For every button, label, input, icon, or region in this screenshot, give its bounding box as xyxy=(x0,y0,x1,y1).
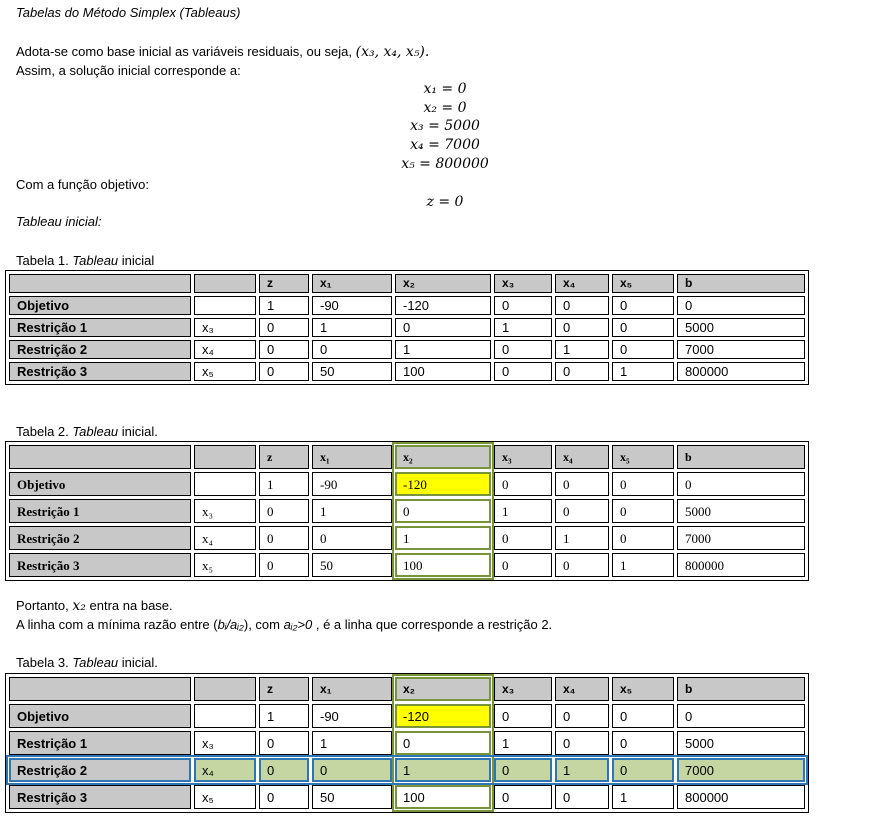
ratio-prefix: A linha com a mínima razão entre ( xyxy=(16,617,218,632)
header-blank-cell xyxy=(194,274,256,293)
table-cell: 1 xyxy=(312,499,392,523)
table-cell: 0 xyxy=(555,362,609,381)
table-cell: 1 xyxy=(612,362,674,381)
basis-variable: x₅ xyxy=(194,785,256,809)
table-cell: 0 xyxy=(677,296,805,315)
table-cell: 0 xyxy=(494,553,552,577)
table-cell: 0 xyxy=(555,704,609,728)
column-header-1: z xyxy=(259,677,309,701)
column-header-1: z xyxy=(259,445,309,469)
row-label: Restrição 3 xyxy=(9,362,191,381)
header-blank-cell xyxy=(9,274,191,293)
caption-prefix: Tabela 3. xyxy=(16,655,73,670)
page-heading: Tabelas do Método Simplex (Tableaus) xyxy=(16,5,241,20)
table-cell: 0 xyxy=(259,318,309,337)
table-cell: 0 xyxy=(612,758,674,782)
column-header-3: x₂ xyxy=(395,274,491,293)
column-header-7: b xyxy=(677,274,805,293)
caption-prefix: Tabela 2. xyxy=(16,424,73,439)
table-cell: 0 xyxy=(395,731,491,755)
entering-var: x₂ xyxy=(72,598,86,614)
basis-variable: x₄ xyxy=(194,526,256,550)
caption-italic: Tableau xyxy=(72,655,119,670)
caption-suffix: inicial. xyxy=(118,424,158,439)
column-header-3: x₂ xyxy=(395,445,491,469)
caption-prefix: Tabela 1. xyxy=(16,253,73,268)
table1-caption xyxy=(16,253,154,268)
objective-intro: Com a função objetivo: xyxy=(16,177,149,192)
solution-x2: x₂ = 0 xyxy=(423,100,467,116)
table-cell: 50 xyxy=(312,362,392,381)
solution-x1: x₁ = 0 xyxy=(423,81,467,97)
entering-prefix: Portanto, xyxy=(16,598,69,613)
tableau-label: Tableau inicial: xyxy=(16,214,102,229)
entering-suffix: entra na base. xyxy=(85,598,173,613)
table-cell: 800000 xyxy=(677,553,805,577)
header-row xyxy=(9,445,805,469)
table-cell: -90 xyxy=(312,296,392,315)
table-cell: 0 xyxy=(612,526,674,550)
column-header-2: x₁ xyxy=(312,677,392,701)
column-header-1: z xyxy=(259,274,309,293)
table-cell: 1 xyxy=(555,758,609,782)
table-cell: 0 xyxy=(494,785,552,809)
solution-x4: x₄ = 7000 xyxy=(410,137,480,153)
table1 xyxy=(5,270,809,385)
column-header-5: x₄ xyxy=(555,677,609,701)
table-cell: 1 xyxy=(555,526,609,550)
table-row xyxy=(9,553,805,577)
table-cell: 0 xyxy=(312,526,392,550)
row-label: Restrição 1 xyxy=(9,731,191,755)
column-header-4: x₃ xyxy=(494,445,552,469)
table-cell: 7000 xyxy=(677,758,805,782)
column-header-7: b xyxy=(677,677,805,701)
table-cell: -120 xyxy=(395,704,491,728)
table-cell: 0 xyxy=(494,296,552,315)
caption-italic: Tableau xyxy=(72,424,119,439)
table-cell: 0 xyxy=(259,499,309,523)
table-row xyxy=(9,499,805,523)
solution-x3: x₃ = 5000 xyxy=(410,118,480,134)
basis-variable: x₅ xyxy=(194,553,256,577)
table-cell: 1 xyxy=(612,553,674,577)
table-row xyxy=(9,472,805,496)
column-header-7: b xyxy=(677,445,805,469)
table-row xyxy=(9,362,805,381)
basis-variable xyxy=(194,472,256,496)
row-label: Restrição 2 xyxy=(9,758,191,782)
table-cell: 0 xyxy=(259,785,309,809)
table-cell: 0 xyxy=(494,340,552,359)
caption-suffix: inicial. xyxy=(118,655,158,670)
row-label: Restrição 3 xyxy=(9,553,191,577)
table-row xyxy=(9,526,805,550)
table-cell: 0 xyxy=(555,318,609,337)
intro-basis-math: (x₃, x₄, x₅). xyxy=(355,44,430,60)
table-cell: 0 xyxy=(312,758,392,782)
table-cell: 0 xyxy=(555,731,609,755)
table-cell: 0 xyxy=(395,318,491,337)
table-cell: 800000 xyxy=(677,362,805,381)
caption-suffix: inicial xyxy=(118,253,155,268)
table-cell: 1 xyxy=(312,318,392,337)
table-cell: 0 xyxy=(555,553,609,577)
table-cell: 0 xyxy=(612,731,674,755)
table-cell: 1 xyxy=(395,758,491,782)
header-row xyxy=(9,274,805,293)
table-cell: 0 xyxy=(612,704,674,728)
ratio-sentence xyxy=(16,617,552,632)
table-cell: 7000 xyxy=(677,526,805,550)
table-cell: 0 xyxy=(259,526,309,550)
table-cell: 0 xyxy=(677,472,805,496)
header-blank-cell xyxy=(194,677,256,701)
table-cell: 5000 xyxy=(677,318,805,337)
table-row xyxy=(9,785,805,809)
column-header-5: x₄ xyxy=(555,274,609,293)
table-cell: 1 xyxy=(259,704,309,728)
table-cell: 0 xyxy=(612,472,674,496)
header-blank-cell xyxy=(194,445,256,469)
table-cell: 1 xyxy=(612,785,674,809)
table-row xyxy=(9,758,805,782)
table-cell: 0 xyxy=(259,340,309,359)
table-cell: -90 xyxy=(312,472,392,496)
table-cell: 1 xyxy=(312,731,392,755)
table-cell: 0 xyxy=(494,704,552,728)
intro-text: Adota-se como base inicial as variáveis residuais, ou seja, xyxy=(16,44,353,59)
table-cell: 5000 xyxy=(677,731,805,755)
header-blank-cell xyxy=(9,677,191,701)
header-row xyxy=(9,677,805,701)
table-cell: 1 xyxy=(259,296,309,315)
table-cell: 0 xyxy=(259,758,309,782)
row-label: Restrição 3 xyxy=(9,785,191,809)
ratio-cond: aᵢ₂>0 xyxy=(283,617,313,632)
table-cell: 0 xyxy=(259,731,309,755)
table-cell: 100 xyxy=(395,362,491,381)
table-cell: 0 xyxy=(259,553,309,577)
basis-variable: x₄ xyxy=(194,340,256,359)
header-blank-cell xyxy=(9,445,191,469)
row-label: Restrição 1 xyxy=(9,318,191,337)
table-row xyxy=(9,296,805,315)
table-cell: 1 xyxy=(395,526,491,550)
basis-variable: x₃ xyxy=(194,499,256,523)
column-header-6: x₅ xyxy=(612,445,674,469)
table-cell: 0 xyxy=(555,296,609,315)
table-cell: 0 xyxy=(555,785,609,809)
table-row xyxy=(9,731,805,755)
row-label: Restrição 1 xyxy=(9,499,191,523)
table-cell: 0 xyxy=(612,340,674,359)
basis-variable: x₃ xyxy=(194,731,256,755)
table3-caption xyxy=(16,655,158,670)
table-cell: -90 xyxy=(312,704,392,728)
caption-italic: Tableau xyxy=(72,253,119,268)
table-cell: 0 xyxy=(494,526,552,550)
table-cell: 0 xyxy=(494,758,552,782)
table-cell: 1 xyxy=(395,340,491,359)
column-header-3: x₂ xyxy=(395,677,491,701)
column-header-5: x₄ xyxy=(555,445,609,469)
column-header-4: x₃ xyxy=(494,677,552,701)
table-cell: 0 xyxy=(612,499,674,523)
basis-variable xyxy=(194,704,256,728)
solution-x5: x₅ = 800000 xyxy=(401,156,489,172)
table-cell: 1 xyxy=(259,472,309,496)
table-cell: 50 xyxy=(312,785,392,809)
column-header-6: x₅ xyxy=(612,274,674,293)
table-cell: 100 xyxy=(395,553,491,577)
entering-sentence xyxy=(16,598,173,614)
intro-line-1 xyxy=(16,44,429,60)
row-label: Restrição 2 xyxy=(9,340,191,359)
column-header-2: x₁ xyxy=(312,445,392,469)
table-row xyxy=(9,704,805,728)
table2 xyxy=(5,441,809,581)
table-cell: 5000 xyxy=(677,499,805,523)
table2-caption xyxy=(16,424,158,439)
table-cell: 0 xyxy=(677,704,805,728)
table-cell: 1 xyxy=(494,318,552,337)
basis-variable: x₃ xyxy=(194,318,256,337)
table-cell: 50 xyxy=(312,553,392,577)
table-cell: 7000 xyxy=(677,340,805,359)
table-cell: 0 xyxy=(612,318,674,337)
intro-line-2: Assim, a solução inicial corresponde a: xyxy=(16,63,241,78)
table-row xyxy=(9,340,805,359)
table-cell: 1 xyxy=(555,340,609,359)
row-label: Restrição 2 xyxy=(9,526,191,550)
column-header-6: x₅ xyxy=(612,677,674,701)
table-cell: 1 xyxy=(494,731,552,755)
basis-variable xyxy=(194,296,256,315)
table-cell: 0 xyxy=(612,296,674,315)
basis-variable: x₄ xyxy=(194,758,256,782)
table-cell: -120 xyxy=(395,472,491,496)
ratio-middle: ), com xyxy=(243,617,284,632)
column-header-4: x₃ xyxy=(494,274,552,293)
table-cell: 800000 xyxy=(677,785,805,809)
objective-value: z = 0 xyxy=(426,194,464,210)
table-cell: -120 xyxy=(395,296,491,315)
table-cell: 0 xyxy=(312,340,392,359)
table-cell: 1 xyxy=(494,499,552,523)
table-cell: 0 xyxy=(494,472,552,496)
ratio-suffix: , é a linha que corresponde a restrição 2. xyxy=(312,617,553,632)
basis-variable: x₅ xyxy=(194,362,256,381)
row-label: Objetivo xyxy=(9,296,191,315)
column-header-2: x₁ xyxy=(312,274,392,293)
table-cell: 0 xyxy=(555,472,609,496)
ratio-math: bᵢ/aᵢ₂ xyxy=(217,617,244,632)
row-label: Objetivo xyxy=(9,472,191,496)
table-row xyxy=(9,318,805,337)
table-cell: 100 xyxy=(395,785,491,809)
table-cell: 0 xyxy=(494,362,552,381)
table3 xyxy=(5,673,809,813)
table-cell: 0 xyxy=(555,499,609,523)
table-cell: 0 xyxy=(259,362,309,381)
table-cell: 0 xyxy=(395,499,491,523)
row-label: Objetivo xyxy=(9,704,191,728)
